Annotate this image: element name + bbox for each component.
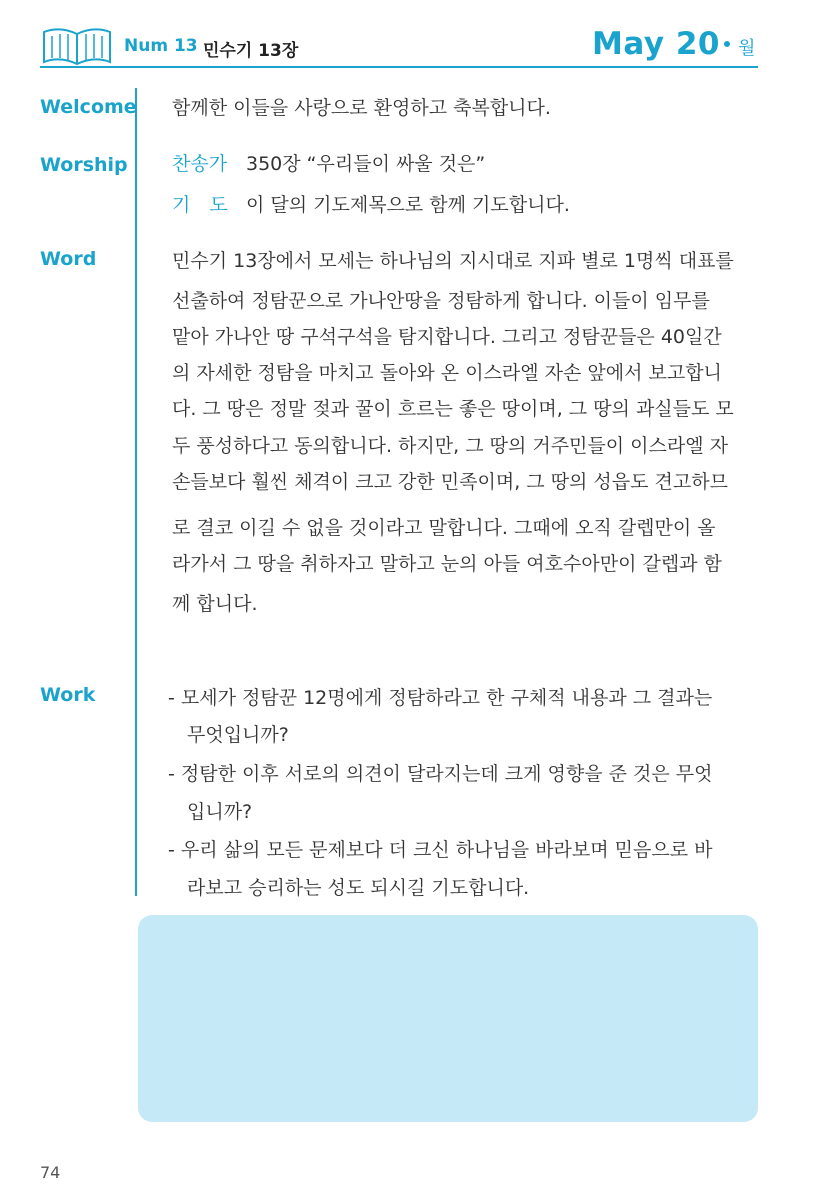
notes-box[interactable] xyxy=(138,915,758,1122)
date-label: May 20 xyxy=(592,26,720,62)
word-line: 손들보다 훨씬 체격이 크고 강한 민족이며, 그 땅의 성읍도 견고하므 xyxy=(172,471,728,493)
open-book-icon xyxy=(40,22,114,66)
word-line: 민수기 13장에서 모세는 하나님의 지시대로 지파 별로 1명씩 대표를 xyxy=(172,250,734,272)
weekday-label: 월 xyxy=(738,38,756,59)
welcome-label: Welcome xyxy=(40,96,137,118)
prayer-label: 기 도 xyxy=(172,194,228,216)
work-label: Work xyxy=(40,684,96,706)
header-divider xyxy=(40,66,758,68)
book-title: 민수기 13장 xyxy=(203,41,299,61)
work-question: - 정탐한 이후 서로의 의견이 달라지는데 크게 영향을 준 것은 무엇 xyxy=(168,763,713,785)
word-line: 로 결코 이길 수 없을 것이라고 말합니다. 그때에 오직 갈렙만이 올 xyxy=(172,517,716,539)
word-line: 께 합니다. xyxy=(172,593,258,615)
prayer-text: 이 달의 기도제목으로 함께 기도합니다. xyxy=(246,194,570,216)
work-question-cont: 라보고 승리하는 성도 되시길 기도합니다. xyxy=(187,877,530,899)
welcome-text: 함께한 이들을 사랑으로 환영하고 축복합니다. xyxy=(172,97,551,119)
word-line: 의 자세한 정탐을 마치고 돌아와 온 이스라엘 자손 앞에서 보고합니 xyxy=(172,362,722,384)
word-line: 두 풍성하다고 동의합니다. 하지만, 그 땅의 거주민들이 이스라엘 자 xyxy=(172,435,728,457)
word-label: Word xyxy=(40,248,97,270)
word-line: 라가서 그 땅을 취하자고 말하고 눈의 아들 여호수아만이 갈렙과 함 xyxy=(172,553,722,575)
work-question-cont: 입니까? xyxy=(187,801,253,823)
section-divider-vertical xyxy=(135,88,137,896)
hymn-label: 찬송가 xyxy=(172,153,228,175)
worship-label: Worship xyxy=(40,154,128,176)
date-separator-dot xyxy=(724,41,730,47)
word-line: 다. 그 땅은 정말 젖과 꿀이 흐르는 좋은 땅이며, 그 땅의 과실들도 모 xyxy=(172,398,734,420)
scripture-reference: Num 13 xyxy=(124,36,198,56)
hymn-text: 350장 “우리들이 싸울 것은” xyxy=(246,153,486,175)
work-question-cont: 무엇입니까? xyxy=(187,724,289,746)
work-question: - 우리 삶의 모든 문제보다 더 크신 하나님을 바라보며 믿음으로 바 xyxy=(168,839,713,861)
word-line: 선출하여 정탐꾼으로 가나안땅을 정탐하게 합니다. 이들이 임무를 xyxy=(172,290,710,312)
work-question: - 모세가 정탐꾼 12명에게 정탐하라고 한 구체적 내용과 그 결과는 xyxy=(168,687,713,709)
word-line: 맡아 가나안 땅 구석구석을 탐지합니다. 그리고 정탐꾼들은 40일간 xyxy=(172,326,722,348)
prayer-row xyxy=(172,191,760,219)
hymn-row xyxy=(172,150,760,178)
page-number: 74 xyxy=(40,1163,61,1182)
